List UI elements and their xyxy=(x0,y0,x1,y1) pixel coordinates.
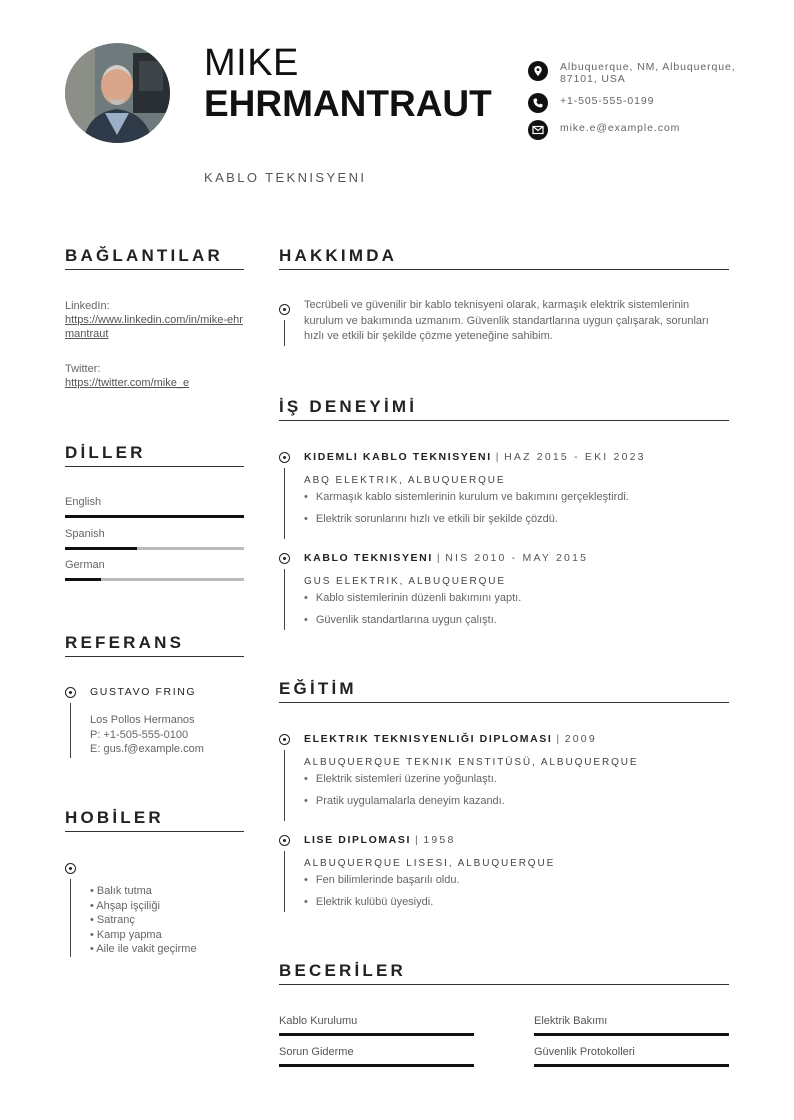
skill-bar-fill xyxy=(534,1064,729,1067)
timeline-line xyxy=(284,569,285,630)
experience-date: NIS 2010 - MAY 2015 xyxy=(445,552,589,564)
skill-item xyxy=(534,1015,729,1036)
phone-text[interactable]: +1-505-555-0199 xyxy=(560,95,655,107)
separator: | xyxy=(495,451,501,463)
education-bullet: • Elektrik sistemleri üzerine yoğunlaştı. xyxy=(304,773,497,785)
language-bar xyxy=(65,515,244,518)
about-title: HAKKIMDA xyxy=(279,246,398,265)
timeline-dot xyxy=(279,553,290,564)
skills-rule xyxy=(279,984,729,985)
contact-email xyxy=(528,120,740,140)
bullet-text: Elektrik sorunlarını hızlı ve etkili bir şekilde çözdü. xyxy=(315,513,558,525)
connection-twitter xyxy=(65,362,245,390)
hobby-item: • Aile ile vakit geçirme xyxy=(90,943,197,955)
bullet-text: Fen bilimlerinde başarılı oldu. xyxy=(315,874,460,886)
timeline-line xyxy=(284,320,285,346)
skill-name: Elektrik Bakımı xyxy=(534,1015,608,1027)
experience-role: KABLO TEKNISYENI xyxy=(304,552,433,564)
profile-photo xyxy=(65,43,170,143)
education-degree: LISE DIPLOMASI xyxy=(304,834,411,846)
language-name: German xyxy=(65,559,105,571)
reference-email: E: gus.f@example.com xyxy=(90,743,204,755)
education-school: ALBUQUERQUE LISESI, ALBUQUERQUE xyxy=(304,858,556,869)
hobbies-list xyxy=(90,884,197,957)
bullet-text: Pratik uygulamalarla deneyim kazandı. xyxy=(315,795,505,807)
connections-rule xyxy=(65,269,244,270)
references-rule xyxy=(65,656,244,657)
skill-bar-fill xyxy=(279,1064,474,1067)
education-title: EĞİTİM xyxy=(279,679,357,698)
experience-header xyxy=(304,552,588,564)
experience-bullet: • Elektrik sorunlarını hızlı ve etkili bir şekilde çözdü. xyxy=(304,513,558,525)
separator: | xyxy=(436,552,442,564)
experience-role: KIDEMLI KABLO TEKNISYENI xyxy=(304,451,492,463)
envelope-icon xyxy=(528,120,548,140)
skill-item xyxy=(279,1046,474,1067)
linkedin-link[interactable]: https://www.linkedin.com/in/mike-ehrmantraut xyxy=(65,314,243,340)
bullet-text: Elektrik kulübü üyesiydi. xyxy=(315,896,434,908)
language-bar xyxy=(65,578,244,581)
skill-name: Güvenlik Protokolleri xyxy=(534,1046,635,1058)
timeline-dot xyxy=(279,452,290,463)
language-bar xyxy=(65,547,244,550)
education-degree: ELEKTRIK TEKNISYENLIĞI DIPLOMASI xyxy=(304,733,553,745)
education-school: ALBUQUERQUE TEKNIK ENSTITÜSÜ, ALBUQUERQUE xyxy=(304,757,639,768)
education-rule xyxy=(279,702,729,703)
language-name: Spanish xyxy=(65,528,105,540)
education-bullet: • Elektrik kulübü üyesiydi. xyxy=(304,896,434,908)
languages-rule xyxy=(65,466,244,467)
separator: | xyxy=(556,733,561,745)
skill-name: Sorun Giderme xyxy=(279,1046,354,1058)
job-title: KABLO TEKNISYENI xyxy=(204,170,367,185)
phone-icon xyxy=(528,93,548,113)
timeline-line xyxy=(70,879,71,957)
bullet-text: Karmaşık kablo sistemlerinin kurulum ve bakımını gerçekleştirdi. xyxy=(315,491,629,503)
reference-details xyxy=(90,713,204,757)
hobby-item: • Ahşap işçiliği xyxy=(90,899,160,912)
bullet-text: Güvenlik standartlarına uygun çalıştı. xyxy=(315,614,497,626)
languages-title: DİLLER xyxy=(65,443,146,462)
experience-bullet: • Karmaşık kablo sistemlerinin kurulum ve bakımını gerçekleştirdi. xyxy=(304,491,629,503)
language-bar-fill xyxy=(65,578,101,581)
email-text[interactable]: mike.e@example.com xyxy=(560,122,681,134)
timeline-dot xyxy=(279,734,290,745)
references-title: REFERANS xyxy=(65,633,185,652)
map-pin-icon xyxy=(528,61,548,81)
hobbies-title: HOBİLER xyxy=(65,808,164,827)
timeline-dot xyxy=(65,687,76,698)
connections-title: BAĞLANTILAR xyxy=(65,246,223,265)
skill-bar xyxy=(279,1033,474,1036)
experience-bullet: • Güvenlik standartlarına uygun çalıştı. xyxy=(304,614,497,626)
timeline-line xyxy=(70,703,71,758)
connection-linkedin xyxy=(65,299,245,341)
skills-title: BECERİLER xyxy=(279,961,407,980)
experience-rule xyxy=(279,420,729,421)
skill-name: Kablo Kurulumu xyxy=(279,1015,358,1027)
reference-phone: P: +1-505-555-0100 xyxy=(90,728,189,741)
experience-org: ABQ ELEKTRIK, ALBUQUERQUE xyxy=(304,475,506,486)
language-bar-fill xyxy=(65,515,244,518)
timeline-line xyxy=(284,468,285,539)
hobby-item: • Balık tutma xyxy=(90,885,152,897)
timeline-dot xyxy=(65,863,76,874)
education-date: 1958 xyxy=(423,834,456,846)
hobbies-rule xyxy=(65,831,244,832)
skill-bar xyxy=(279,1064,474,1067)
contact-phone xyxy=(528,93,740,113)
timeline-line xyxy=(284,750,285,821)
last-name: EHRMANTRAUT xyxy=(204,83,492,124)
skill-item xyxy=(279,1015,474,1036)
skill-bar-fill xyxy=(534,1033,729,1036)
experience-header xyxy=(304,451,646,463)
experience-date: HAZ 2015 - EKI 2023 xyxy=(504,451,646,463)
hobby-item: • Satranç xyxy=(90,914,135,926)
twitter-label: Twitter: xyxy=(65,363,101,375)
linkedin-label: LinkedIn: xyxy=(65,300,110,312)
language-bar-fill xyxy=(65,547,137,550)
about-rule xyxy=(279,269,729,270)
skill-item xyxy=(534,1046,729,1067)
timeline-dot xyxy=(279,304,290,315)
education-bullet: • Fen bilimlerinde başarılı oldu. xyxy=(304,874,460,886)
contact-address xyxy=(528,61,740,85)
timeline-dot xyxy=(279,835,290,846)
education-bullet: • Pratik uygulamalarla deneyim kazandı. xyxy=(304,795,505,807)
hobby-item: • Kamp yapma xyxy=(90,928,162,941)
language-item xyxy=(65,496,244,518)
address-text: Albuquerque, NM, Albuquerque, 87101, USA xyxy=(560,61,736,85)
experience-bullet: • Kablo sistemlerinin düzenli bakımını yaptı. xyxy=(304,592,522,604)
experience-org: GUS ELEKTRIK, ALBUQUERQUE xyxy=(304,576,506,587)
education-date: 2009 xyxy=(564,733,597,745)
experience-title: İŞ DENEYİMİ xyxy=(279,397,418,416)
education-header xyxy=(304,834,456,846)
timeline-line xyxy=(284,851,285,912)
first-name: MIKE xyxy=(204,42,299,84)
reference-company: Los Pollos Hermanos xyxy=(90,714,195,726)
about-text: Tecrübeli ve güvenilir bir kablo teknisyeni olarak, karmaşık elektrik sistemlerinin kurulum ve bakımında uzmanım. Güvenlik standartlarına uygun çalışarak, sorunları hızlı ve etkili bir şekilde çözme yeteneğine sahibim. xyxy=(304,299,709,342)
language-item xyxy=(65,559,244,581)
twitter-link[interactable]: https://twitter.com/mike_e xyxy=(65,377,190,389)
bullet-text: Elektrik sistemleri üzerine yoğunlaştı. xyxy=(315,773,497,785)
language-name: English xyxy=(65,496,102,508)
skill-bar-fill xyxy=(279,1033,474,1036)
separator: | xyxy=(415,834,420,846)
reference-name: GUSTAVO FRING xyxy=(90,686,197,698)
education-header xyxy=(304,733,597,745)
skill-bar xyxy=(534,1064,729,1067)
skill-bar xyxy=(534,1033,729,1036)
language-item xyxy=(65,528,244,550)
bullet-text: Kablo sistemlerinin düzenli bakımını yaptı. xyxy=(315,592,522,604)
